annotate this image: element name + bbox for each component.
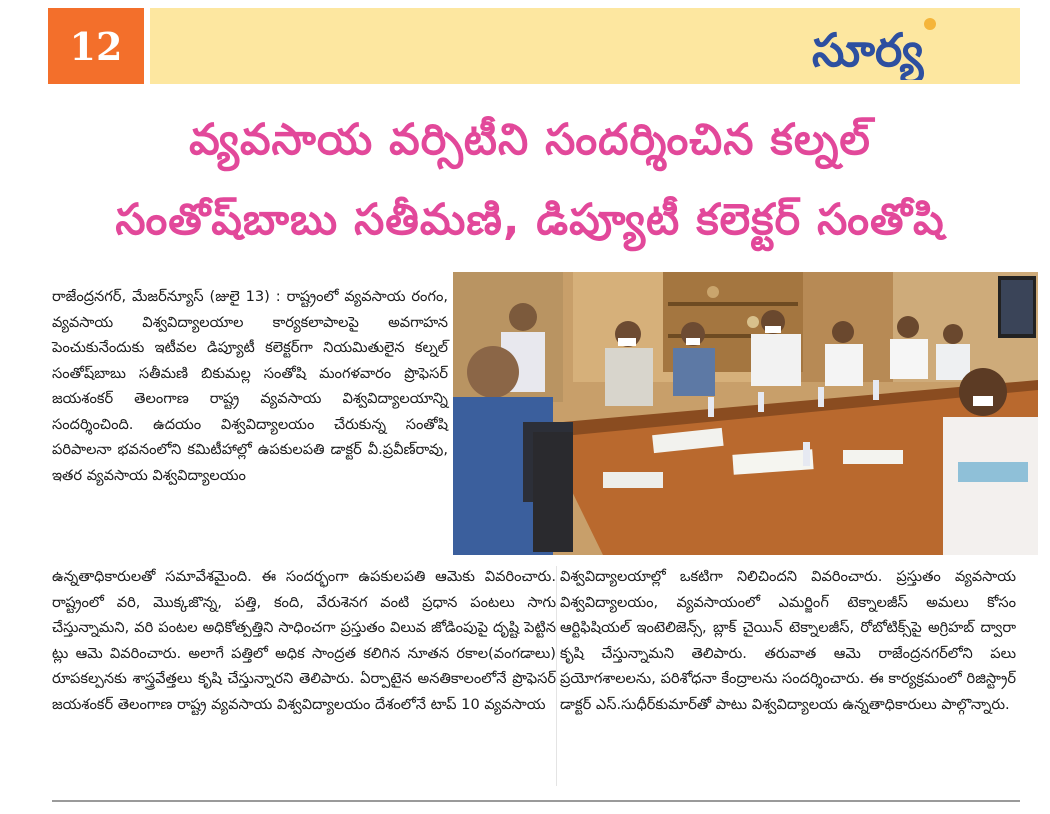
meeting-photo	[453, 272, 1038, 555]
article-column-left-top: రాజేంద్రనగర్, మేజర్‌న్యూస్ (జులై 13) : రాష్ట్రంలో వ్యవసాయ రంగం, వ్యవసాయ విశ్వవిద్యాలయాల కార్యకలాపాలపై అవగాహన పెంచుకునేందుకు ఇటీవల డిప్యూటీ కలెక్టర్‌గా నియమితులైన కల్నల్ సంతోష్‌బాబు సతీమణి బికుమల్ల సంతోషి మంగళవారం ప్రొఫెసర్ జయశంకర్ తెలంగాణ రాష్ట్ర వ్యవసాయ విశ్వవిద్యాలయాన్ని సందర్శించింది. ఉదయం విశ్వవిద్యాలయం చేరుకున్న సంతోషి పరిపాలనా భవనంలోని కమిటీహాల్లో ఉపకులపతి డాక్టర్ వీ.ప్రవీణ్‌రావు, ఇతర వ్యవసాయ విశ్వవిద్యాలయం	[52, 288, 448, 484]
headline	[60, 100, 1000, 260]
masthead-text: సూర్య	[812, 23, 924, 77]
page-number: 12	[48, 8, 144, 84]
masthead-logo	[808, 14, 978, 80]
column-divider	[556, 566, 557, 786]
headline-line-2: సంతోష్‌బాబు సతీమణి, డిప్యూటీ కలెక్టర్ సంతోషి	[115, 195, 945, 245]
article-column-right: విశ్వవిద్యాలయాల్లో ఒకటిగా నిలిచిందని వివరించారు. ప్రస్తుతం వ్యవసాయ విశ్వవిద్యాలయం, వ్యవసాయంలో ఎమర్జింగ్ టెక్నాలజీస్ అమలు కోసం ఆర్టిఫిషియల్ ఇంటెలిజెన్స్, బ్లాక్ చైయిన్ టెక్నాలజీస్, రోబోటిక్స్‌పై అగ్రిహబ్ ద్వారా కృషి చేస్తున్నామని తెలిపారు. తరువాత ఆమె రాజేంద్రనగర్‌లోని పలు ప్రయోగశాలలను, పరిశోధనా కేంద్రాలను సందర్శించారు. ఈ కార్యక్రమంలో రిజిస్ట్రార్ డాక్టర్ ఎస్.సుధీర్‌కుమార్‌తో పాటు విశ్వవిద్యాలయ ఉన్నతాధికారులు పాల్గొన్నారు.	[560, 568, 1016, 713]
article-column-left-bottom: ఉన్నతాధికారులతో సమావేశమైంది. ఈ సందర్భంగా ఉపకులపతి ఆమెకు వివరించారు. రాష్ట్రంలో వరి, మొక్కజొన్న, పత్తి, కంది, వేరుశెనగ వంటి ప్రధాన పంటలు సాగు చేస్తున్నామని, వరి పంటల అధికోత్పత్తిని సాధించగా ప్రస్తుతం విలువ జోడింపుపై దృష్టి పెట్టిన ట్లు ఆమె వివరించారు. అలాగే పత్తిలో అధిక సాంద్రత కలిగిన నూతన రకాల(వంగడాలు) రూపకల్పనకు శాస్త్రవేత్తలు కృషి చేస్తున్నారని తెలిపారు. ఏర్పాటైన అనతికాలంలోనే ప్రొఫెసర్ జయశంకర్ తెలంగాణ రాష్ట్ర వ్యవసాయ విశ్వవిద్యాలయం దేశంలోనే టాప్ 10 వ్యవసాయ	[52, 568, 556, 713]
bottom-rule	[52, 800, 1020, 802]
headline-line-1: వ్యవసాయ వర్సిటీని సందర్శించిన కల్నల్	[189, 115, 871, 165]
sun-icon	[924, 18, 936, 30]
